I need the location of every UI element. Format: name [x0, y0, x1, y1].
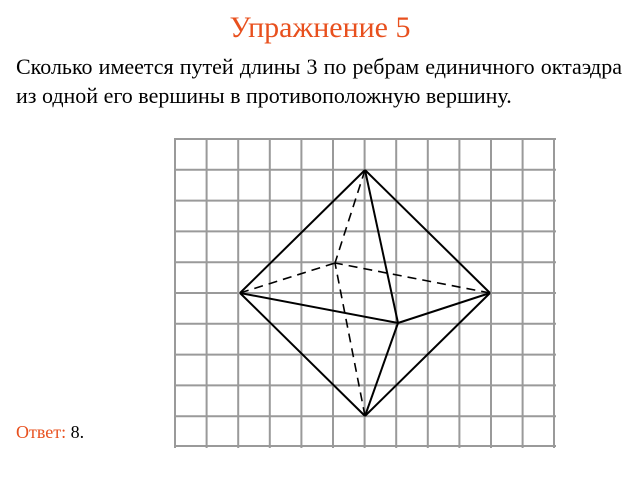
answer-value: 8.	[70, 422, 85, 442]
octahedron-figure	[174, 138, 556, 448]
answer-label: Ответ:	[16, 422, 67, 442]
grid	[174, 138, 556, 448]
answer	[16, 420, 84, 444]
problem-text: Сколько имеется путей длины 3 по ребрам единичного октаэдра из одной его вершины в противоположную вершину.	[16, 54, 622, 108]
slide-title: Упражнение 5	[229, 11, 411, 44]
